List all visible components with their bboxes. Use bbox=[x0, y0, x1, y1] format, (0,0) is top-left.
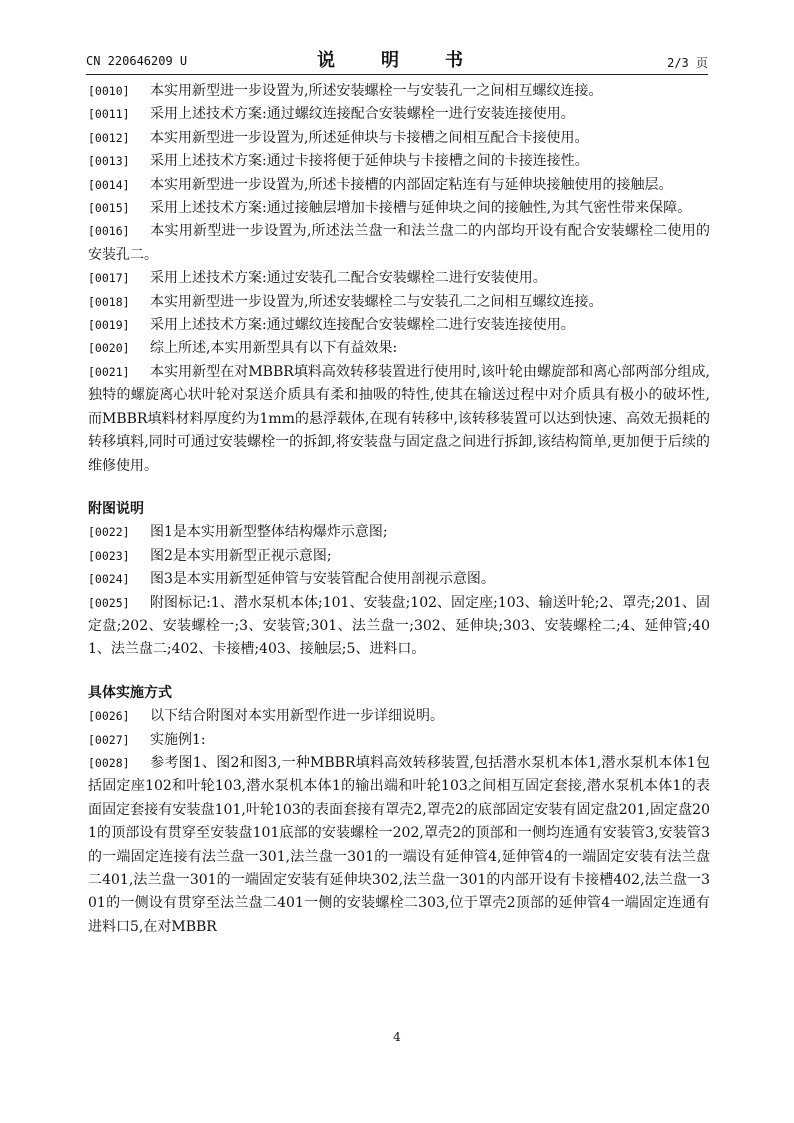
paragraph-number: [0026] bbox=[88, 709, 130, 724]
paragraph-number: [0014] bbox=[88, 177, 130, 192]
paragraph-text: 本实用新型进一步设置为,所述延伸块与卡接槽之间相互配合卡接使用。 bbox=[150, 129, 589, 146]
paragraph-number: [0012] bbox=[88, 130, 130, 145]
paragraph-text: 图3是本实用新型延伸管与安装管配合使用剖视示意图。 bbox=[150, 571, 495, 588]
paragraph-number: [0018] bbox=[88, 294, 130, 309]
paragraph bbox=[88, 267, 710, 290]
paragraph-text: 本实用新型进一步设置为,所述安装螺栓一与安装孔一之间相互螺纹连接。 bbox=[150, 83, 603, 99]
page-number: 4 bbox=[393, 1030, 401, 1044]
paragraph bbox=[88, 197, 710, 220]
header-divider bbox=[86, 74, 708, 75]
paragraph-number: [0015] bbox=[88, 201, 130, 216]
paragraph-number: [0022] bbox=[88, 525, 130, 540]
paragraph-text: 参考图1、图2和图3,一种MBBR填料高效转移装置,包括潜水泵机本体1,潜水泵机本体1包括固定座102和叶轮103,潜水泵机本体1的输出端和叶轮103之间相互固定套接,潜水泵机本体1的表面固定套接有安装盘101,叶轮103的表面套接有罩壳2,罩壳2的底部固定安装有固定盘201,固定盘201的顶部设有贯穿至安装盘101底部的安装螺栓一202,罩壳2的顶部和一侧均连通有安装管3,安装管3的一端固定连接有法兰盘一301,法兰盘一301的一端设有延伸管4,延伸管4的一端固定安装有法兰盘二401,法兰盘一301的一端固定安装有延伸块302,法兰盘一301的内部开设有卡接槽402,法兰盘一301的一侧设有贯穿至法兰盘二401一侧的安装螺栓二303,位于罩壳2顶部的延伸管4一端固定连通有进料口5,在对MBBR bbox=[88, 754, 710, 935]
paragraph-number: [0028] bbox=[88, 755, 130, 770]
paragraph-text: 实施例1: bbox=[150, 731, 206, 748]
section-heading: 具体实施方式 bbox=[88, 684, 172, 701]
paragraph-text: 采用上述技术方案:通过卡接将便于延伸块与卡接槽之间的卡接连接性。 bbox=[150, 153, 589, 170]
paragraph-text: 图2是本实用新型正视示意图; bbox=[150, 547, 332, 564]
paragraph bbox=[88, 592, 710, 662]
document-body bbox=[88, 80, 710, 939]
paragraph-text: 综上所述,本实用新型具有以下有益效果: bbox=[150, 340, 398, 357]
paragraph-text: 本实用新型进一步设置为,所述卡接槽的内部固定粘连有与延伸块接触使用的接触层。 bbox=[150, 176, 673, 193]
paragraph-number: [0020] bbox=[88, 341, 130, 356]
paragraph bbox=[88, 361, 710, 478]
paragraph-text: 采用上述技术方案:通过接触层增加卡接槽与延伸块之间的接触性,为其气密性带来保障。 bbox=[150, 200, 692, 217]
paragraph-text: 本实用新型进一步设置为,所述安装螺栓二与安装孔二之间相互螺纹连接。 bbox=[150, 293, 603, 310]
paragraph-number: [0011] bbox=[88, 107, 130, 122]
paragraph-number: [0010] bbox=[88, 84, 130, 98]
paragraph-text: 本实用新型进一步设置为,所述法兰盘一和法兰盘二的内部均开设有配合安装螺栓二使用的安装孔二。 bbox=[88, 223, 710, 263]
paragraph bbox=[88, 150, 710, 173]
paragraph-text: 采用上述技术方案:通过安装孔二配合安装螺栓二进行安装使用。 bbox=[150, 270, 547, 287]
paragraph-text: 以下结合附图对本实用新型作进一步详细说明。 bbox=[150, 708, 444, 725]
paragraph-number: [0027] bbox=[88, 732, 130, 747]
paragraph bbox=[88, 729, 710, 752]
paragraph bbox=[88, 127, 710, 150]
paragraph-text: 采用上述技术方案:通过螺纹连接配合安装螺栓二进行安装连接使用。 bbox=[150, 317, 575, 334]
paragraph-number: [0017] bbox=[88, 271, 130, 286]
paragraph-text: 附图标记:1、潜水泵机本体;101、安装盘;102、固定座;103、输送叶轮;2、罩壳;201、固定盘;202、安装螺栓一;3、安装管;301、法兰盘一;302、延伸块;303、安装螺栓二;4、延伸管;401、法兰盘二;402、卡接槽;403、接触层;5、进料口。 bbox=[88, 594, 710, 658]
section-heading: 附图说明 bbox=[88, 500, 144, 517]
paragraph-number: [0019] bbox=[88, 318, 130, 333]
paragraph bbox=[88, 103, 710, 126]
page-indicator: 2/3 页 bbox=[667, 56, 708, 70]
paragraph bbox=[88, 337, 710, 360]
paragraph-text: 图1是本实用新型整体结构爆炸示意图; bbox=[150, 524, 388, 541]
paragraph-number: [0024] bbox=[88, 572, 130, 587]
paragraph-text: 本实用新型在对MBBR填料高效转移装置进行使用时,该叶轮由螺旋部和离心部两部分组成,独特的螺旋离心状叶轮对泵送介质具有柔和抽吸的特性,使其在输送过程中对介质具有极小的破坏性,而MBBR填料材料厚度约为1mm的悬浮载体,在现有转移中,该转移装置可以达到快速、高效无损耗的转移填料,同时可通过安装螺栓一的拆卸,将安装盘与固定盘之间进行拆卸,该结构简单,更加便于后续的维修使用。 bbox=[88, 363, 710, 474]
paragraph bbox=[88, 752, 710, 939]
paragraph bbox=[88, 568, 710, 591]
paragraph bbox=[88, 220, 710, 267]
paragraph bbox=[88, 545, 710, 568]
paragraph-number: [0021] bbox=[88, 364, 130, 379]
paragraph bbox=[88, 80, 710, 103]
paragraph-number: [0023] bbox=[88, 548, 130, 563]
paragraph bbox=[88, 314, 710, 337]
page-header bbox=[86, 44, 708, 70]
paragraph-number: [0025] bbox=[88, 595, 130, 610]
patent-number: CN 220646209 U bbox=[86, 54, 188, 68]
paragraph bbox=[88, 174, 710, 197]
paragraph bbox=[88, 291, 710, 314]
paragraph-number: [0013] bbox=[88, 154, 130, 169]
paragraph-number: [0016] bbox=[88, 224, 130, 239]
paragraph bbox=[88, 521, 710, 544]
document-title: 说 明 书 bbox=[317, 50, 477, 71]
paragraph bbox=[88, 705, 710, 728]
paragraph-text: 采用上述技术方案:通过螺纹连接配合安装螺栓一进行安装连接使用。 bbox=[150, 106, 575, 123]
